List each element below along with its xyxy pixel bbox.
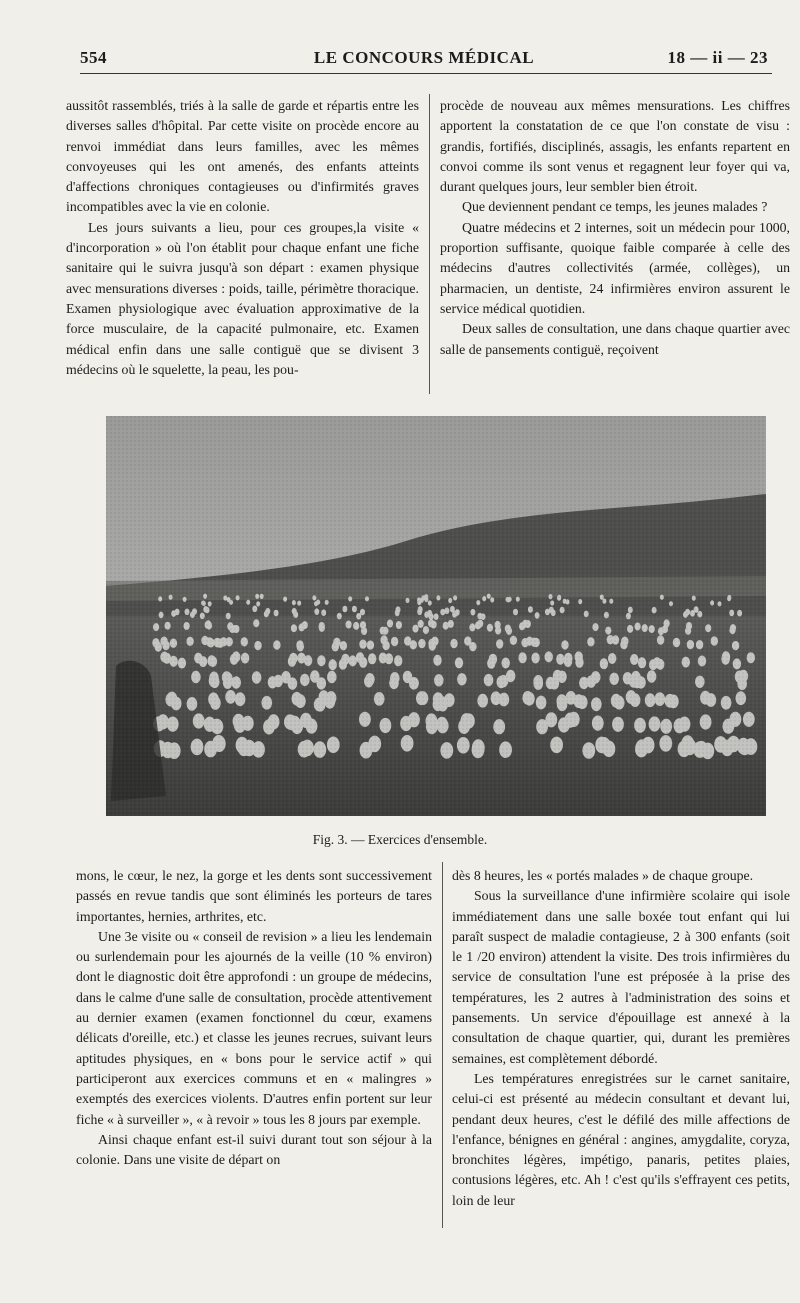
- column-bottom-right: [452, 866, 790, 1232]
- figure-photograph: [106, 416, 766, 816]
- header-rule: [80, 73, 772, 74]
- photo-exercise-field: [106, 416, 766, 816]
- paragraph: Ainsi chaque enfant est-il suivi durant tout son séjour à la colonie. Dans une visite de départ on: [76, 1131, 432, 1168]
- paragraph: Une 3e visite ou « conseil de revision » a lieu les lendemain ou surlendemain pour les ajournés de la veille (10 % environ) dont le diagnostic doit être approfondi : un groupe de médecins, dans le calme d'une salle de consultation, procède attentivement au dernier examen (examen fonctionnel du cœur, examens délicats d'oreille, etc.) et classe les jeunes recrues, suivant leurs aptitudes physiques, en « bons pour le service actif » qui participeront aux exercices communs et en « malingres » exemptés des exercices violents. D'autres enfin portent sur leur fiche « à surveiller », « à revoir » tous les 8 jours par exemple.: [76, 928, 432, 1127]
- paragraph: procède de nouveau aux mêmes mensurations. Les chiffres apportent la constatation de ce que l'on constate de visu : grandis, fortifiés, disciplinés, assagis, les enfants repartent en convoi comme ils sont venus et regagnent leur foyer qui va, durant quelques jours, leur sembler bien étroit.: [440, 98, 790, 195]
- paragraph: dès 8 heures, les « portés malades » de chaque groupe.: [452, 868, 754, 883]
- paragraph: Que deviennent pendant ce temps, les jeunes malades ?: [462, 199, 768, 215]
- column-divider: [429, 94, 430, 394]
- column-top-right: [440, 96, 790, 400]
- page-number: 554: [80, 48, 107, 67]
- running-head: [80, 48, 768, 70]
- paragraph: Deux salles de consultation, une dans chaque quartier avec salle de pansements contiguë, reçoivent: [440, 321, 790, 357]
- column-top-left: [66, 96, 419, 400]
- figure-caption: Fig. 3. — Exercices d'ensemble.: [312, 832, 488, 847]
- paragraph: Quatre médecins et 2 internes, soit un médecin pour 1000, proportion suffisante, quoique faible comparée à celle des médecins d'autres collectivités (armée, collèges), un pharmacien, un dentiste, 24 infirmières environ assurent le service médical quotidien.: [440, 219, 790, 316]
- journal-title: LE CONCOURS MÉDICAL: [313, 48, 535, 67]
- paragraph: Les températures enregistrées sur le carnet sanitaire, celui-ci est présenté au médecin consultant et devant lui, pendant deux heures, c'est le défilé des mille affections de l'enfance, bénignes en général : angines, amygdalite, coryza, bronchites légères, impétigo, panaris, petites plaies, contusions légères, etc. Ah ! c'est qu'ils s'effrayent ces petits, loin de leur: [452, 1070, 790, 1208]
- issue-date: 18 — ii — 23: [667, 48, 768, 67]
- paragraph: Sous la surveillance d'une infirmière scolaire qui isole immédiatement dans une salle boxée tout enfant qui lui paraît suspect de maladie contagieuse, 2 à 300 enfants (soit le 1 /20 environ) attendent la visite. Des trois infirmières du service de consultation l'une est préposée à la prise des températures, les 2 autres à l'administration des soins et pansements. Un service d'épouillage est annexé à la consultation de chaque quartier, qui, durant les premières semaines, est complètement débordé.: [452, 888, 790, 1066]
- paragraph: aussitôt rassemblés, triés à la salle de garde et répartis entre les diverses salles d'hôpital. Par cette visite on procède encore au renvoi immédiat dans leurs familles, avec les mêmes convoyeuses qui les ont amenés, des enfants atteints d'affections chroniques contagieuses ou d'infirmités graves incompatibles avec la vie en colonie.: [66, 98, 419, 215]
- paragraph: mons, le cœur, le nez, la gorge et les dents sont successivement passés en revue tandis que sont éliminés les porteurs de tares importantes, hernies, arthrites, etc.: [76, 868, 432, 924]
- column-bottom-left: [76, 866, 432, 1232]
- column-divider: [442, 862, 443, 1228]
- paragraph: Les jours suivants a lieu, pour ces groupes,la visite « d'incorporation » où l'on établit pour chaque enfant une fiche sanitaire qui le suivra jusqu'à son départ : examen physique avec mensurations diverses : poids, taille, périmètre thoracique. Examen physiologique avec évaluation approximative de la force musculaire, de la capacité pulmonaire, etc. Examen médical enfin dans une salle contiguë que se divisent 3 médecins où le squelette, la peau, les pou-: [66, 219, 419, 377]
